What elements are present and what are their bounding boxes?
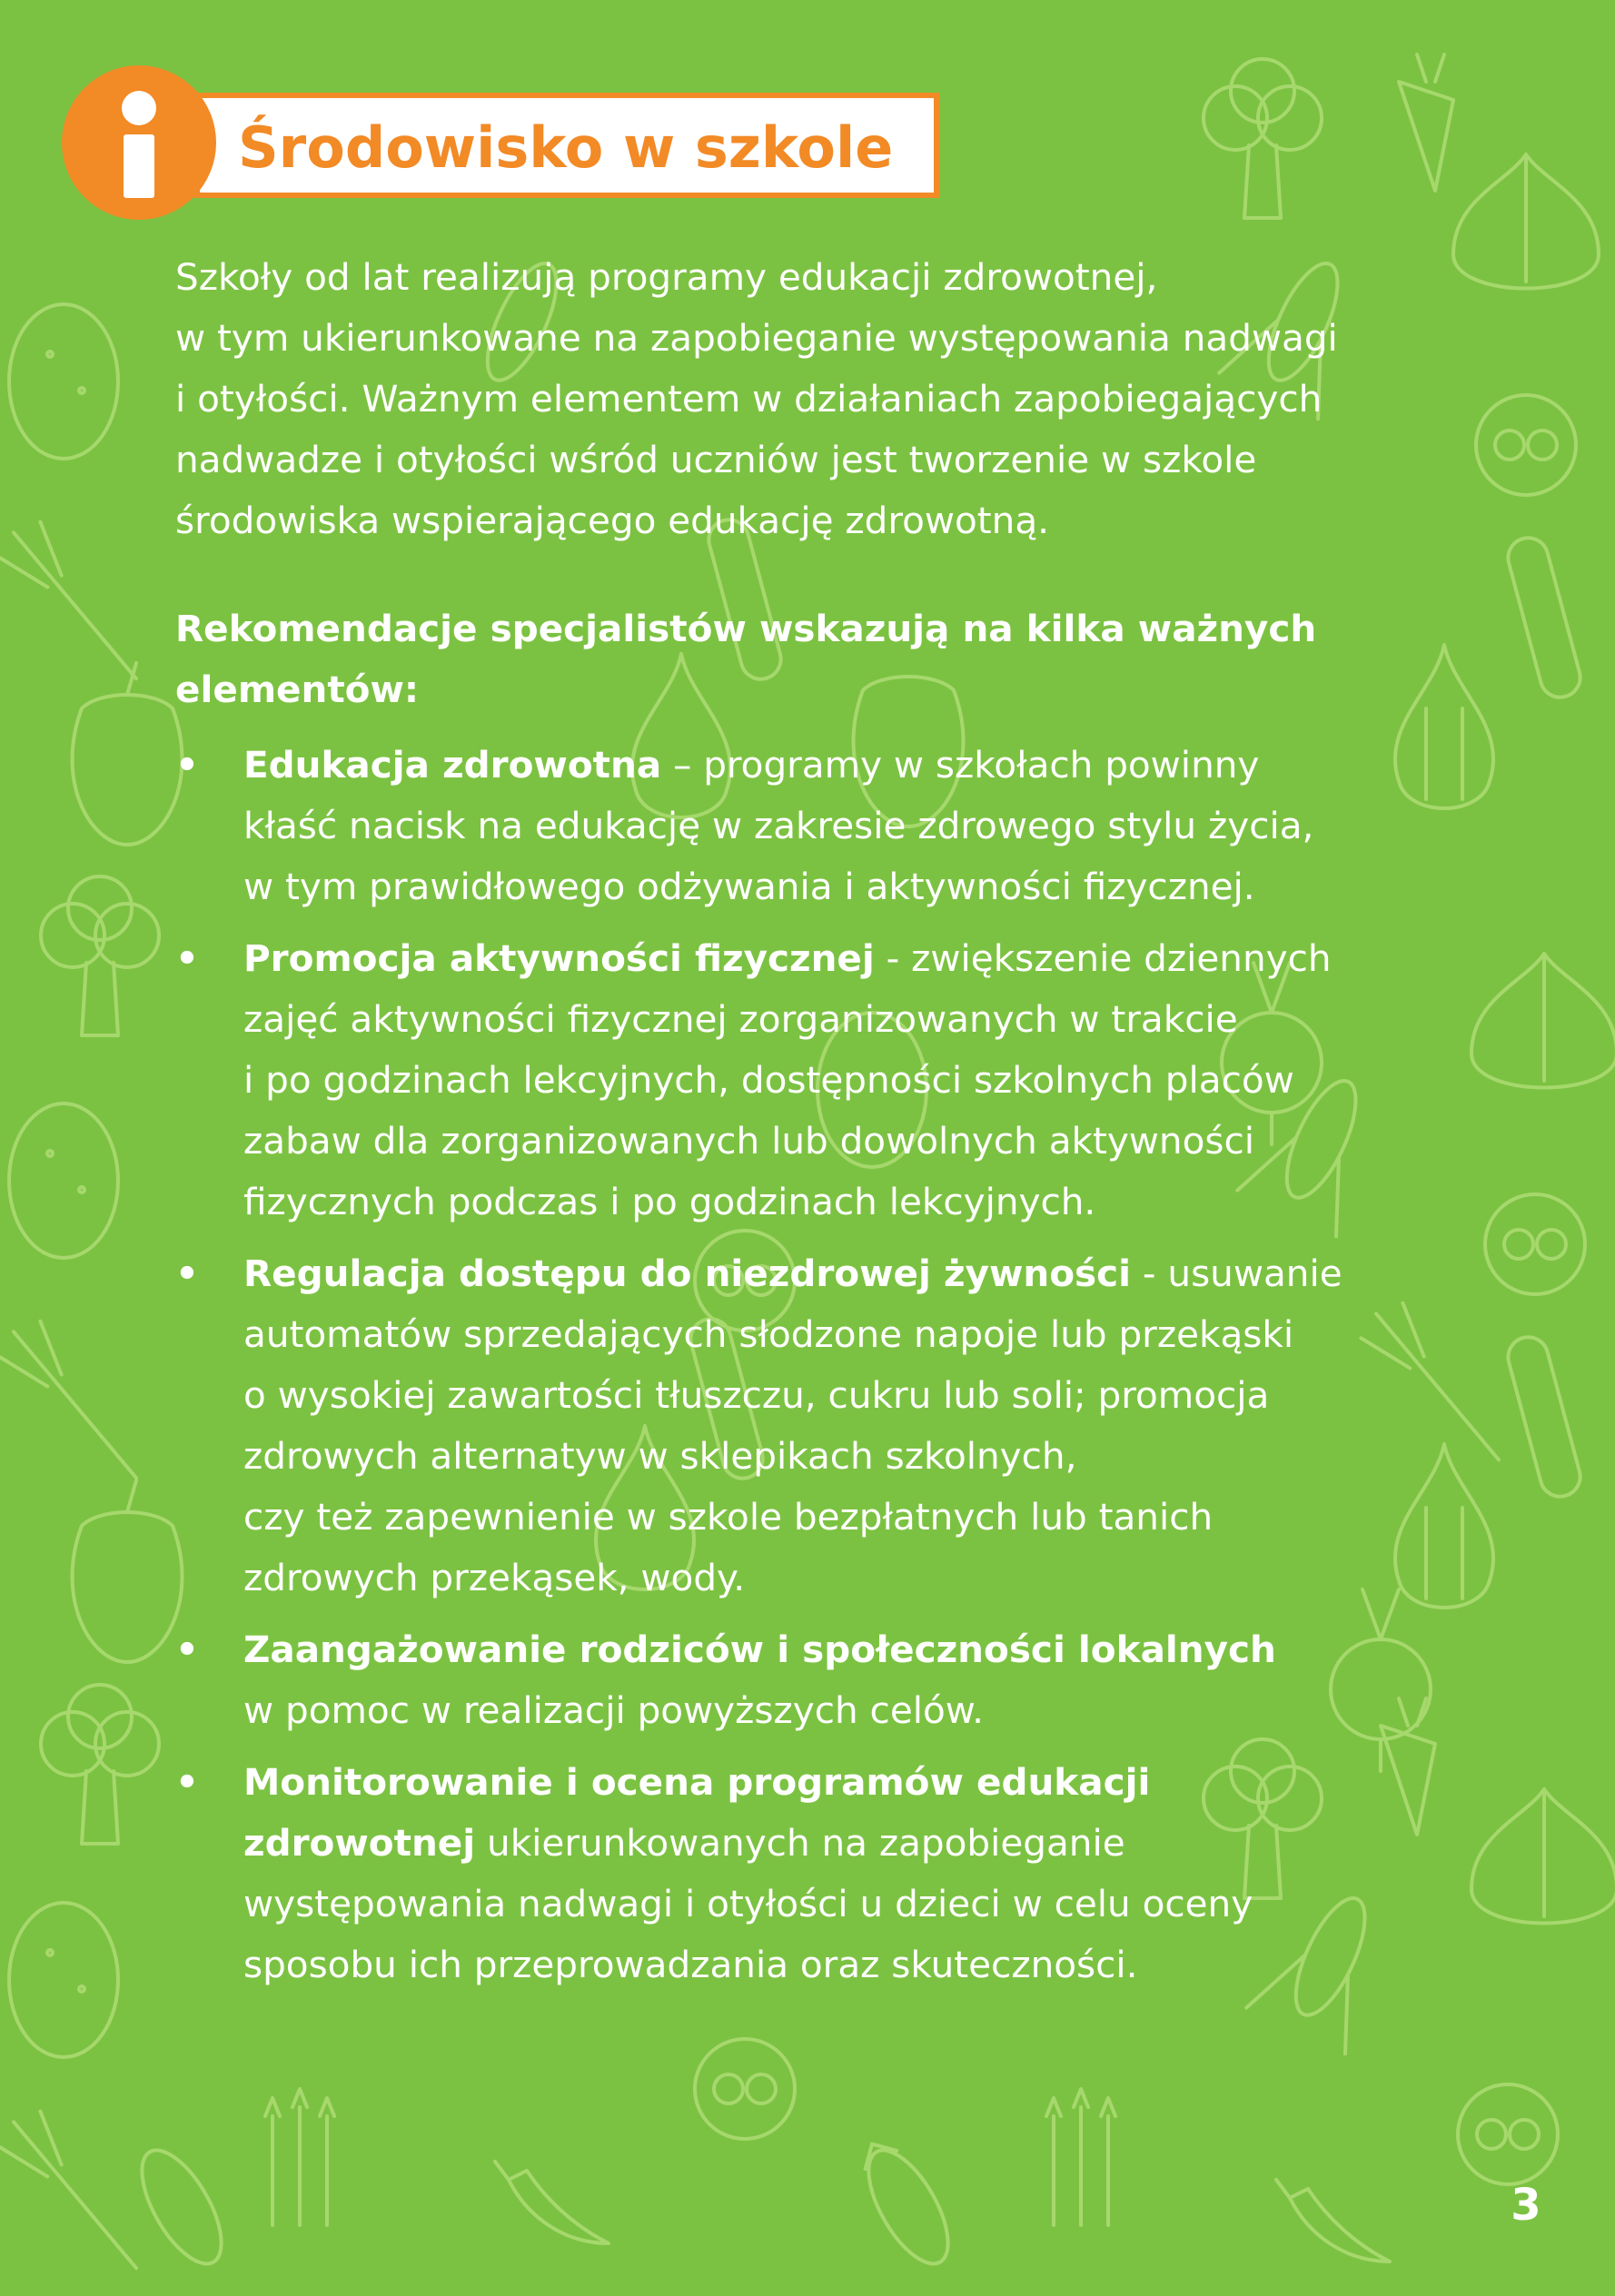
item-line: i po godzinach lekcyjnych, dostępności szkolnych placów bbox=[243, 1058, 1294, 1102]
pepper-icon bbox=[73, 663, 183, 845]
chili-icon bbox=[495, 2162, 609, 2243]
carrot-icon bbox=[1399, 54, 1453, 191]
tomato-icon bbox=[695, 2039, 795, 2139]
broccoli-icon bbox=[41, 1685, 159, 1844]
item-line: automatów sprzedających słodzone napoje lub przekąski bbox=[243, 1312, 1294, 1356]
broccoli-icon bbox=[41, 876, 159, 1035]
item-line bbox=[243, 1619, 1474, 1680]
info-icon-dot bbox=[122, 91, 156, 125]
item-line: fizycznych podczas i po godzinach lekcyjnych. bbox=[243, 1180, 1096, 1223]
item-line: sposobu ich przeprowadzania oraz skuteczności. bbox=[243, 1943, 1138, 1986]
potato-icon bbox=[9, 1103, 118, 1258]
item-term: Promocja aktywności fizycznej bbox=[243, 936, 875, 980]
intro-line: w tym ukierunkowane na zapobieganie występowania nadwagi bbox=[175, 316, 1338, 360]
item-text: ukierunkowanych na zapobieganie bbox=[475, 1821, 1125, 1865]
garlic-icon bbox=[1471, 954, 1615, 1088]
item-term: zdrowotnej bbox=[243, 1821, 476, 1865]
intro-line: i otyłości. Ważnym elementem w działaniach zapobiegających bbox=[175, 377, 1323, 421]
broccoli-icon bbox=[1204, 59, 1322, 218]
intro-paragraph bbox=[175, 247, 1474, 551]
asparagus-icon bbox=[265, 2089, 334, 2225]
bullet: • bbox=[175, 1252, 199, 1295]
item-line: zdrowych alternatyw w sklepikach szkolnych, bbox=[243, 1434, 1077, 1478]
leek-icon bbox=[0, 1314, 157, 1495]
item-line bbox=[243, 1243, 1474, 1304]
cucumber-icon bbox=[1503, 533, 1584, 701]
potato-icon bbox=[9, 304, 118, 459]
tomato-icon bbox=[1458, 2084, 1558, 2184]
item-text: - usuwanie bbox=[1131, 1252, 1343, 1295]
item-line: w pomoc w realizacji powyższych celów. bbox=[243, 1688, 985, 1732]
page-title: Środowisko w szkole bbox=[238, 114, 894, 181]
heading-line: elementów: bbox=[175, 668, 420, 711]
page-number: 3 bbox=[1511, 2180, 1541, 2231]
body-content bbox=[175, 247, 1474, 2006]
item-line: zajęć aktywności fizycznej zorganizowanych w trakcie bbox=[243, 997, 1238, 1041]
intro-line: Szkoły od lat realizują programy edukacji zdrowotnej, bbox=[175, 255, 1158, 299]
item-line: kłaść nacisk na edukację w zakresie zdrowego stylu życia, bbox=[243, 804, 1314, 847]
item-line bbox=[243, 735, 1474, 796]
item-line bbox=[243, 928, 1474, 989]
bullet: • bbox=[175, 743, 199, 787]
eggplant-icon bbox=[848, 2131, 964, 2276]
recommendations-heading bbox=[175, 599, 1474, 720]
item-line: występowania nadwagi i otyłości u dzieci w celu oceny bbox=[243, 1882, 1253, 1925]
list-item bbox=[175, 735, 1474, 917]
item-line bbox=[243, 1813, 1474, 1874]
heading-line: Rekomendacje specjalistów wskazują na kilka ważnych bbox=[175, 607, 1317, 650]
intro-line: środowiska wspierającego edukację zdrowotną. bbox=[175, 499, 1050, 542]
item-line: czy też zapewnienie w szkole bezpłatnych lub tanich bbox=[243, 1495, 1214, 1539]
potato-icon bbox=[9, 1903, 118, 2057]
chili-icon bbox=[1276, 2180, 1390, 2261]
item-term: Regulacja dostępu do niezdrowej żywności bbox=[243, 1252, 1132, 1295]
garlic-icon bbox=[1471, 1789, 1615, 1924]
item-text: - zwiększenie dziennych bbox=[874, 936, 1332, 980]
bullet: • bbox=[175, 1760, 199, 1804]
asparagus-icon bbox=[1046, 2089, 1115, 2225]
item-term: Edukacja zdrowotna bbox=[243, 743, 662, 787]
item-line: zabaw dla zorganizowanych lub dowolnych aktywności bbox=[243, 1119, 1254, 1163]
list-item bbox=[175, 1619, 1474, 1741]
intro-line: nadwadze i otyłości wśród uczniów jest tworzenie w szkole bbox=[175, 438, 1257, 481]
garlic-icon bbox=[1453, 154, 1599, 289]
cucumber-icon bbox=[1503, 1332, 1584, 1500]
bullet: • bbox=[175, 1628, 199, 1671]
item-line: o wysokiej zawartości tłuszczu, cukru lub soli; promocja bbox=[243, 1373, 1270, 1417]
item-line bbox=[243, 1752, 1474, 1813]
list-item bbox=[175, 928, 1474, 1232]
item-term: Monitorowanie i ocena programów edukacji bbox=[243, 1760, 1151, 1804]
tomato-icon bbox=[1476, 395, 1576, 495]
item-term: Zaangażowanie rodziców i społeczności lokalnych bbox=[243, 1628, 1276, 1671]
item-line: zdrowych przekąsek, wody. bbox=[243, 1556, 746, 1599]
recommendations-list bbox=[175, 735, 1474, 1995]
bullet: • bbox=[175, 936, 199, 980]
item-line: w tym prawidłowego odżywania i aktywności fizycznej. bbox=[243, 865, 1255, 908]
list-item bbox=[175, 1752, 1474, 1995]
leek-icon bbox=[0, 2104, 157, 2285]
eggplant-icon bbox=[126, 2138, 237, 2275]
pepper-icon bbox=[73, 1480, 183, 1662]
tomato-icon bbox=[1485, 1194, 1585, 1294]
list-item bbox=[175, 1243, 1474, 1608]
item-text: – programy w szkołach powinny bbox=[661, 743, 1260, 787]
info-icon-stem bbox=[124, 134, 154, 198]
